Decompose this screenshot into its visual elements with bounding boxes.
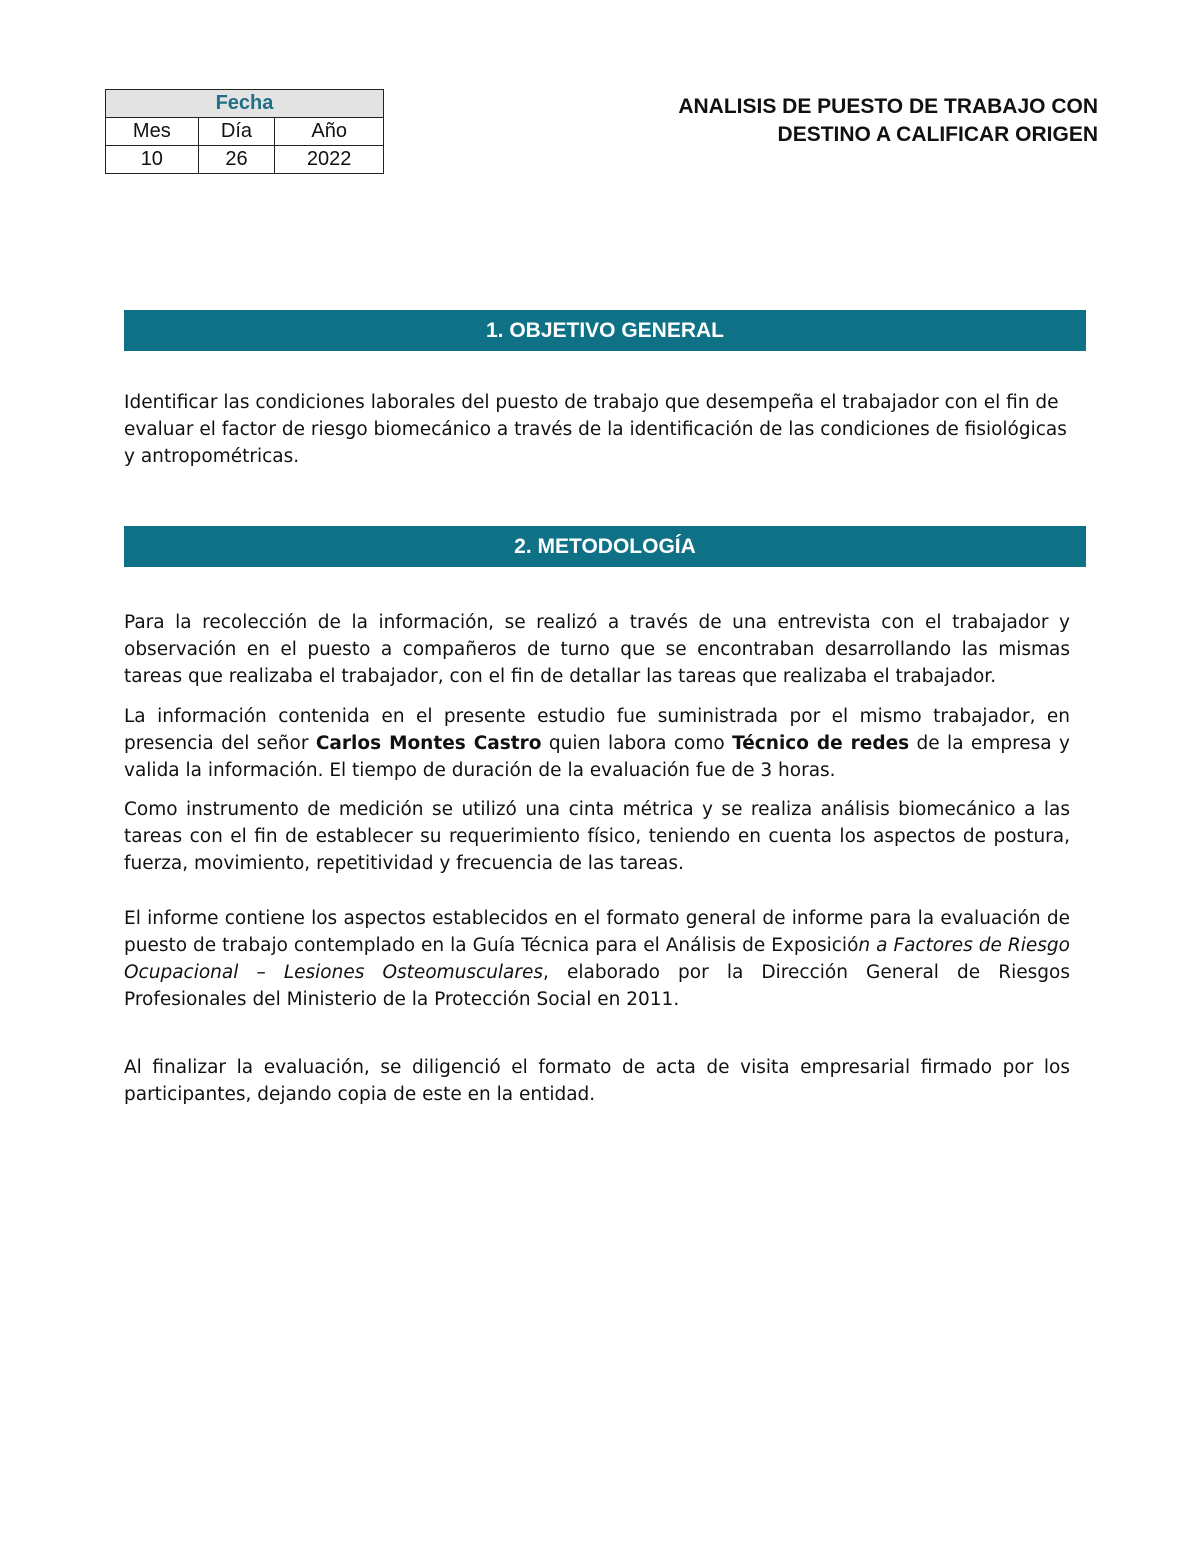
worker-name: Carlos Montes Castro <box>315 733 542 754</box>
guide-title: n a Factores de Riesgo Ocupacional – Lesiones Osteomusculares <box>124 935 1070 983</box>
day-value: 26 <box>198 146 275 174</box>
p2-text-a: La información contenida en el presente estudio fue suministrada por el mismo trabajador, en presencia del señor <box>124 706 1070 754</box>
date-header: Fecha <box>106 90 384 118</box>
title-line-2: DESTINO A CALIFICAR ORIGEN <box>777 123 1098 146</box>
metodologia-paragraph-4 <box>124 905 1070 1013</box>
p2-text-b: quien labora como <box>541 733 733 754</box>
year-label: Año <box>275 118 384 146</box>
metodologia-paragraph-3: Como instrumento de medición se utilizó una cinta métrica y se realiza análisis biomecánico a las tareas con el fin de establecer su requerimiento físico, teniendo en cuenta los aspectos de postura, fuerza, movimiento, repetitividad y frecuencia de las tareas. <box>124 799 1070 874</box>
date-table <box>105 89 384 174</box>
month-label: Mes <box>106 118 199 146</box>
objetivo-text: Identificar las condiciones laborales del puesto de trabajo que desempeña el trabajador con el fin de evaluar el factor de riesgo biomecánico a través de la identificación de las condiciones de fisiológicas y antropométricas. <box>124 392 1067 467</box>
section-heading-metodologia: 2. METODOLOGÍA <box>124 526 1086 567</box>
p4-text-b: , elaborado por la Dirección General de Riesgos Profesionales del Ministerio de la Protección Social en 2011. <box>124 962 1070 1010</box>
day-label: Día <box>198 118 275 146</box>
title-line-1: ANALISIS DE PUESTO DE TRABAJO CON <box>678 95 1098 118</box>
metodologia-paragraph-5: Al finalizar la evaluación, se diligenció el formato de acta de visita empresarial firmado por los participantes, dejando copia de este en la entidad. <box>124 1057 1070 1105</box>
worker-role: Técnico de redes <box>732 733 910 754</box>
metodologia-paragraph-1: Para la recolección de la información, se realizó a través de una entrevista con el trabajador y observación en el puesto a compañeros de turno que se encontraban desarrollando las mismas tareas que realizaba el trabajador, con el fin de detallar las tareas que realizaba el trabajador. <box>124 612 1070 687</box>
document-title <box>678 93 1098 149</box>
p2-text-c: de la empresa y valida la información. El tiempo de duración de la evaluación fue de 3 horas. <box>124 733 1070 781</box>
year-value: 2022 <box>275 146 384 174</box>
month-value: 10 <box>106 146 199 174</box>
metodologia-paragraph-2 <box>124 703 1070 784</box>
p4-text-a: El informe contiene los aspectos establecidos en el formato general de informe para la evaluación de puesto de trabajo contemplado en la Guía Técnica para el Análisis de Exposició <box>124 908 1070 956</box>
section-heading-objetivo: 1. OBJETIVO GENERAL <box>124 310 1086 351</box>
